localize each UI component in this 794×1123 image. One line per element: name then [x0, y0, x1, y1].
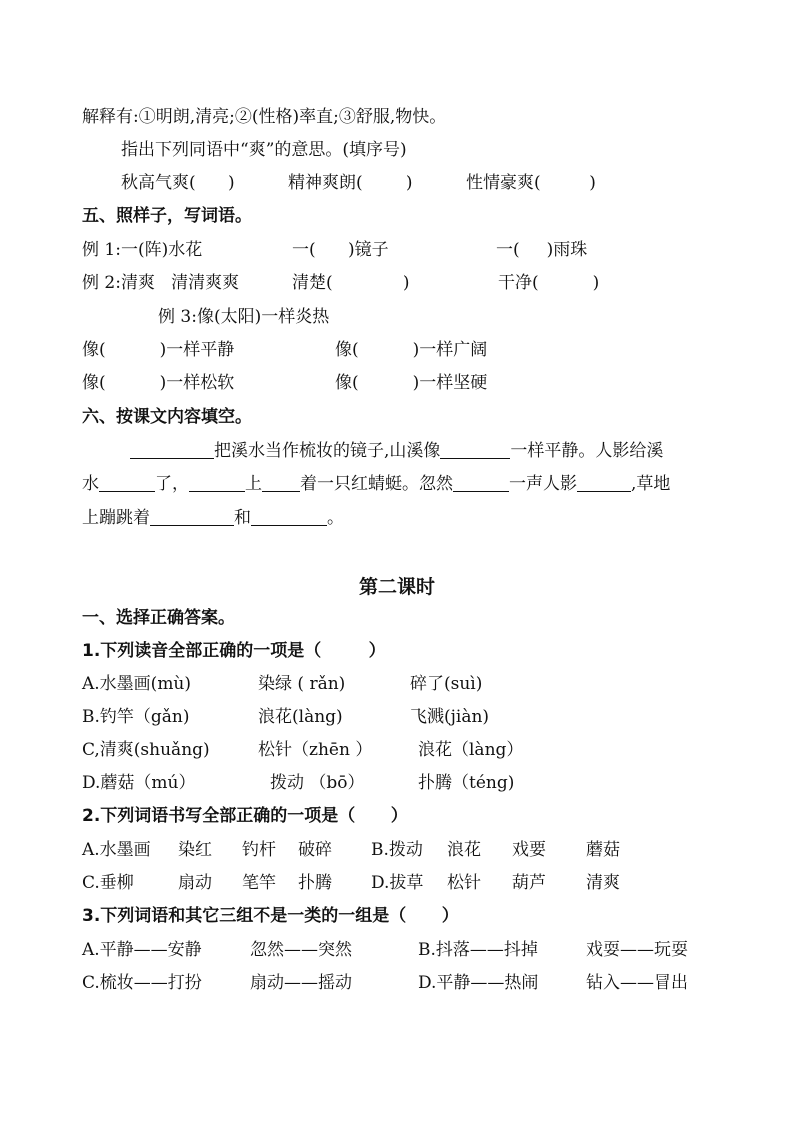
fill-item: 性情豪爽( ) — [466, 173, 596, 193]
option-item: 扇动 — [178, 873, 212, 893]
section-heading: 一、选择正确答案。 — [82, 608, 235, 628]
blank[interactable] — [453, 474, 509, 492]
option-item[interactable]: C.垂柳 — [82, 873, 134, 893]
option-item: 松针 — [447, 873, 481, 893]
question-stem: 3.下列词语和其它三组不是一类的一组是（ ） — [82, 906, 459, 926]
example-2: 例 2:清爽 清清爽爽 — [82, 273, 240, 293]
fill-paragraph-line: 把溪水当作梳妆的镜子,山溪像 一样平静。人影给溪 — [130, 440, 663, 462]
blank[interactable] — [150, 508, 234, 526]
blank[interactable] — [130, 441, 214, 459]
fill-item: 清楚( ) — [292, 273, 410, 293]
option-item[interactable]: D.平静——热闹 — [418, 973, 539, 993]
option-item: 扑腾（téng) — [418, 773, 515, 793]
option-item: 碎了(suì) — [410, 674, 483, 694]
fill-item: 干净( ) — [498, 273, 600, 293]
option-item[interactable]: D.蘑菇（mú） — [82, 773, 196, 793]
blank[interactable] — [99, 474, 155, 492]
fill-item: 像( )一样松软 — [82, 373, 235, 393]
fill-item: 像( )一样平静 — [82, 340, 235, 360]
option-item: 戏耍——玩耍 — [586, 940, 688, 960]
option-item[interactable]: A.水墨画(mù) — [82, 674, 192, 694]
fill-paragraph-line: 水 了， 上 着一只红蜻蜓。忽然 一声人影 ,草地 — [82, 474, 671, 494]
option-item[interactable]: B.拨动 — [371, 840, 423, 860]
option-item: 染绿 ( rǎn) — [258, 674, 346, 694]
blank[interactable] — [262, 474, 300, 492]
option-item: 葫芦 — [512, 873, 546, 893]
option-item: 清爽 — [586, 873, 620, 893]
blank[interactable] — [251, 508, 327, 526]
section-heading: 六、按课文内容填空。 — [82, 407, 252, 427]
option-item: 浪花(làng) — [258, 707, 343, 727]
option-item: 钻入——冒出 — [586, 973, 688, 993]
example-1: 例 1:一(阵)水花 — [82, 240, 203, 260]
fill-item: 一( )镜子 — [292, 240, 389, 260]
option-item[interactable]: C.梳妆——打扮 — [82, 973, 202, 993]
option-item[interactable]: D.拔草 — [371, 873, 424, 893]
explanation-line: 解释有:①明朗,清亮;②(性格)率直;③舒服,物快。 — [82, 107, 447, 127]
question-stem: 1.下列读音全部正确的一项是（ ） — [82, 641, 386, 661]
blank[interactable] — [577, 474, 631, 492]
blank[interactable] — [440, 441, 510, 459]
option-item[interactable]: B.抖落——抖掉 — [418, 940, 538, 960]
fill-item: 精神爽朗( ) — [288, 173, 413, 193]
option-item: 拨动 （bō） — [270, 773, 365, 793]
option-item: 戏要 — [512, 840, 546, 860]
option-item: 染红 — [178, 840, 212, 860]
option-item: 松针（zhēn ） — [258, 740, 373, 760]
option-item: 忽然——突然 — [250, 940, 352, 960]
option-item: 蘑菇 — [586, 840, 620, 860]
page-title: 第二课时 — [358, 576, 435, 598]
option-item: 飞溅(jiàn) — [410, 707, 490, 727]
option-item: 扇动——摇动 — [250, 973, 352, 993]
example-3: 例 3:像(太阳)一样炎热 — [158, 307, 330, 327]
blank[interactable] — [189, 474, 245, 492]
fill-paragraph-line: 上蹦跳着 和 。 — [82, 508, 344, 528]
question-stem: 2.下列词语书写全部正确的一项是（ ） — [82, 806, 408, 826]
option-item: 浪花 — [447, 840, 481, 860]
option-item: 破碎 — [298, 840, 332, 860]
fill-item: 秋高气爽( ) — [121, 173, 235, 193]
option-item[interactable]: A.水墨画 — [82, 840, 151, 860]
option-item: 钓杆 — [242, 840, 276, 860]
option-item: 扑腾 — [298, 873, 332, 893]
fill-item: 一( )雨珠 — [496, 240, 588, 260]
fill-item: 像( )一样坚硬 — [335, 373, 488, 393]
section-heading: 五、照样子，写词语。 — [82, 206, 252, 226]
option-item[interactable]: C,清爽(shuǎng) — [82, 740, 210, 760]
option-item[interactable]: B.钓竿（gǎn) — [82, 707, 190, 727]
instruction-line: 指出下列同语中“爽”的意思。(填序号) — [121, 140, 407, 160]
fill-item: 像( )一样广阔 — [335, 340, 488, 360]
option-item[interactable]: A.平静——安静 — [82, 940, 202, 960]
option-item: 浪花（làng） — [418, 740, 524, 760]
option-item: 笔竿 — [242, 873, 276, 893]
